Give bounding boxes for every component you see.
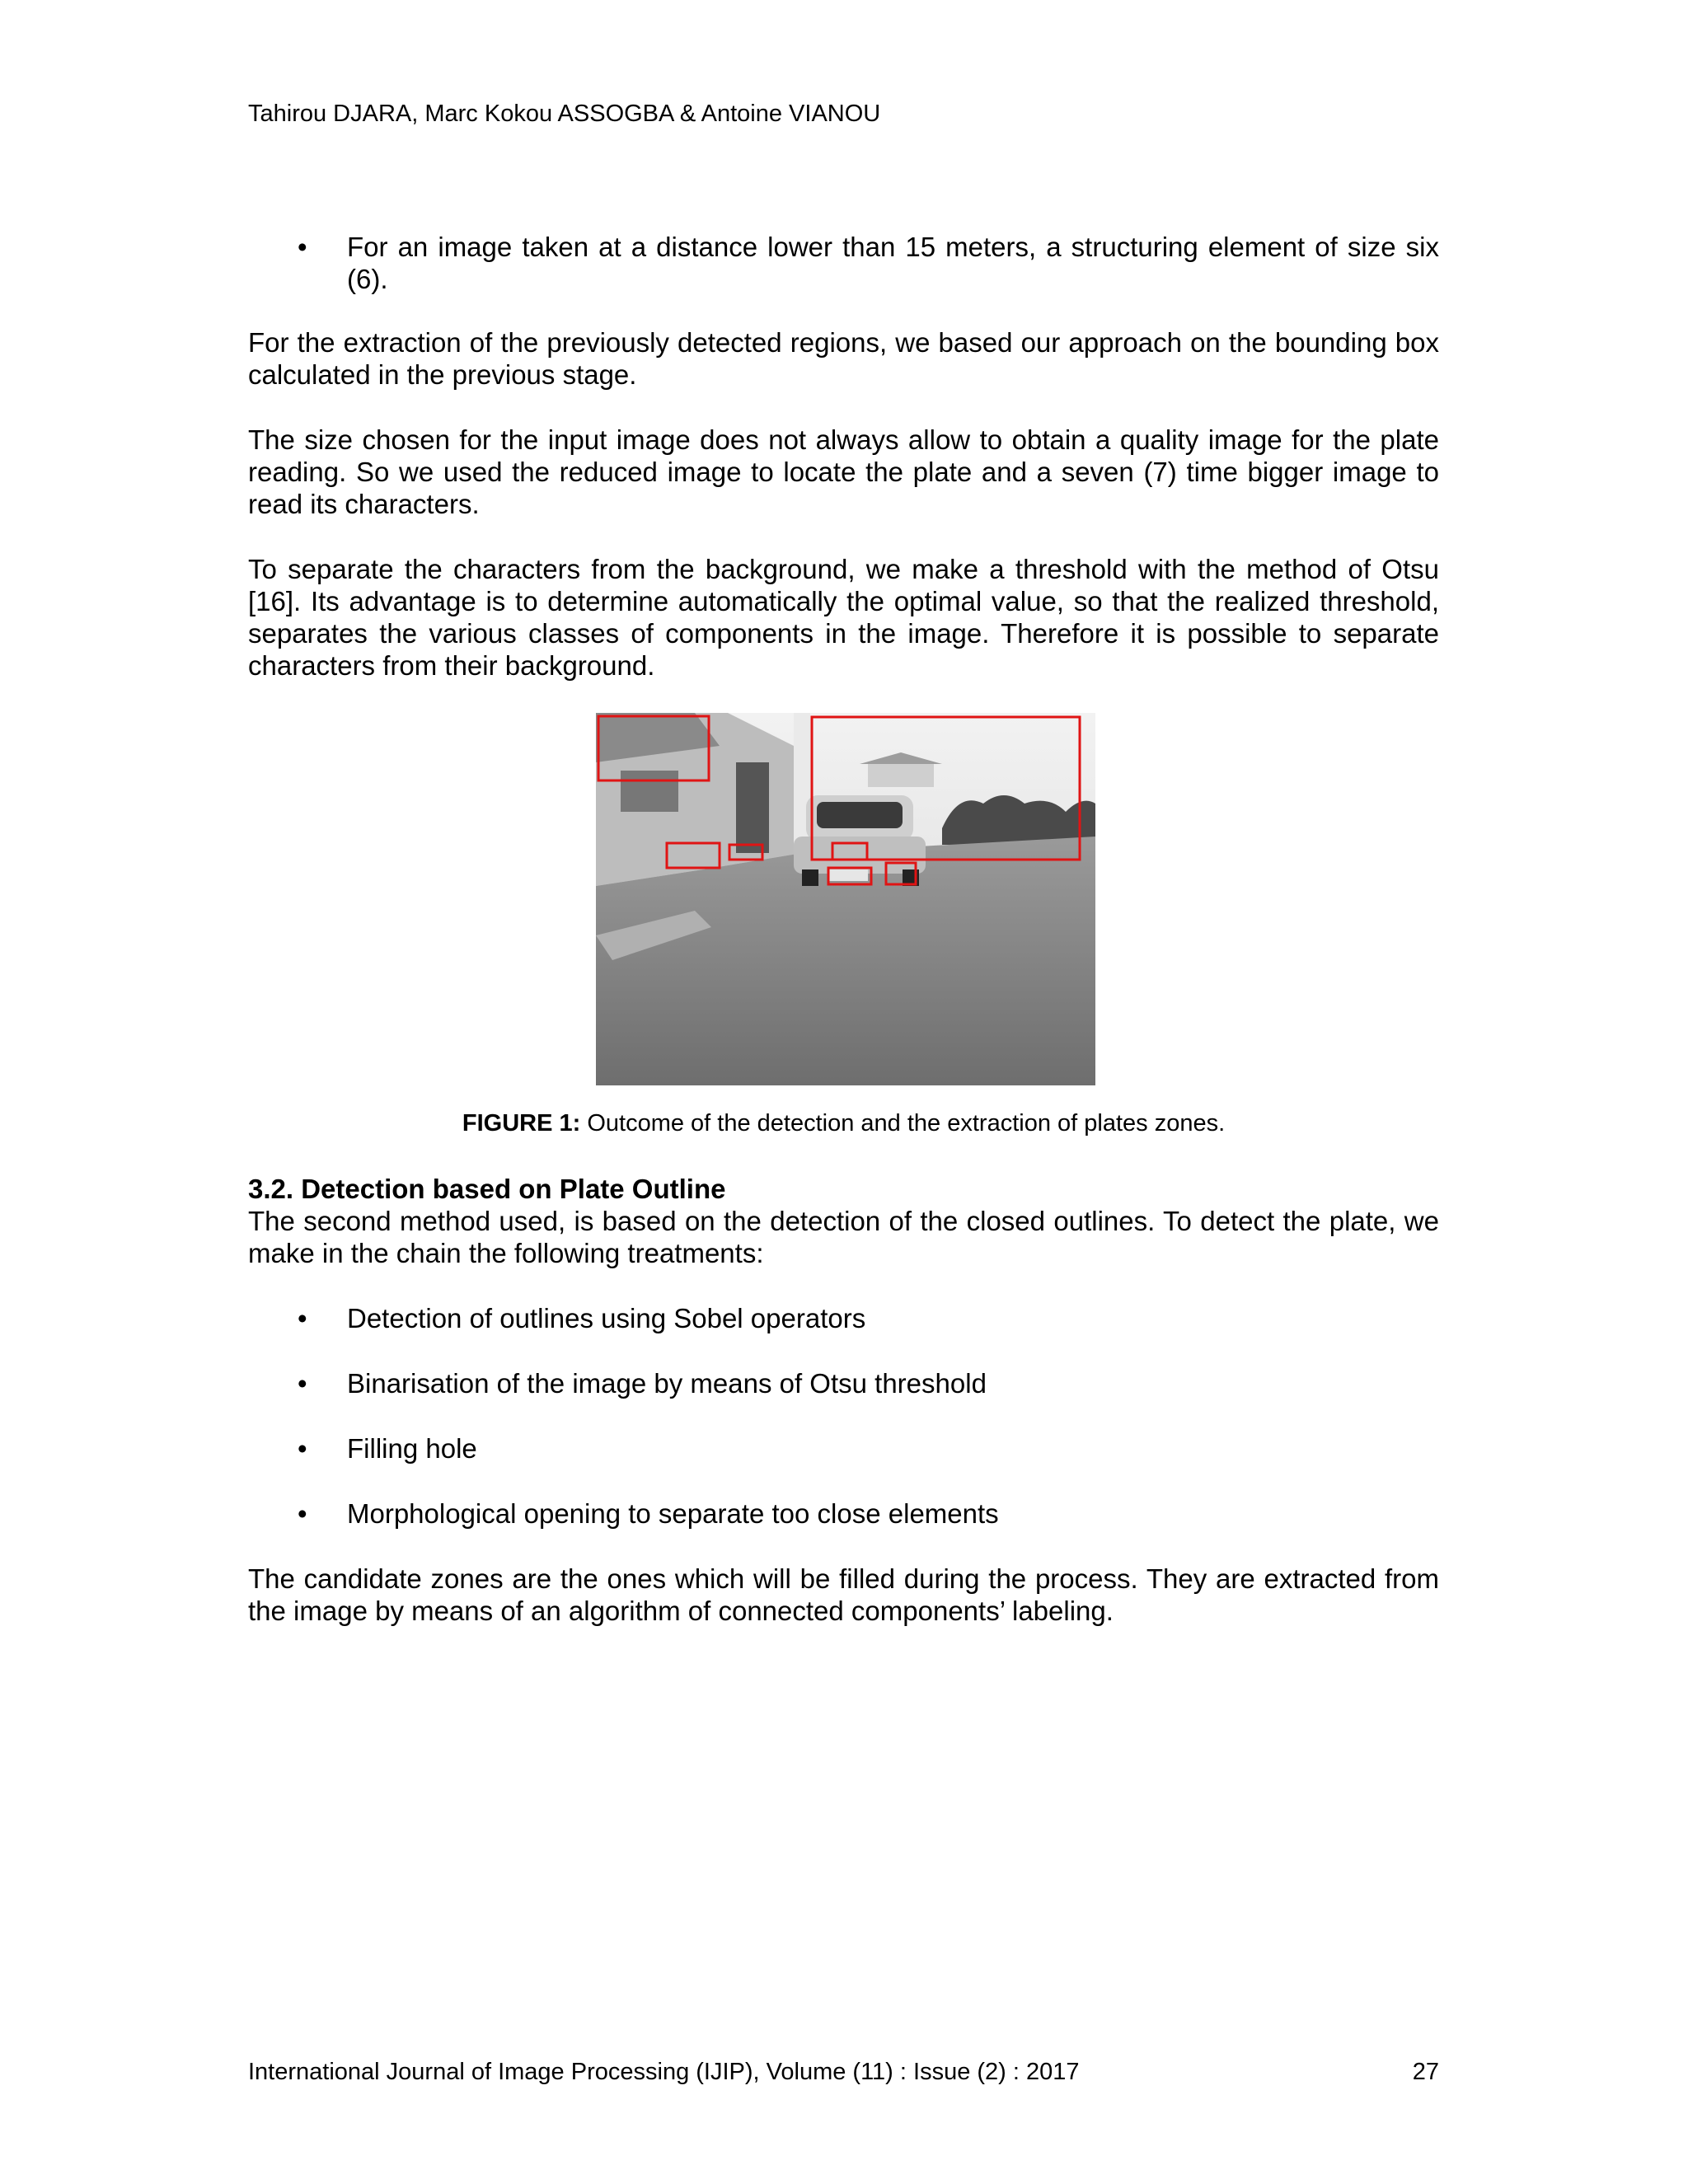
- list-item-text: Morphological opening to separate too close elements: [347, 1498, 999, 1529]
- paragraph-outline-method: The second method used, is based on the detection of the closed outlines. To detect the plate, we make in the chain the following treatments:: [248, 1206, 1439, 1268]
- detection-photo: [596, 713, 1095, 1085]
- figure-1: [248, 713, 1439, 1140]
- paragraph-candidate-zones: The candidate zones are the ones which will be filled during the process. They are extracted from the image by means of an algorithm of connected components’ labeling.: [248, 1563, 1439, 1626]
- page-content: [248, 231, 1439, 1627]
- bullet-dot: •: [298, 232, 307, 262]
- bullet-text: For an image taken at a distance lower than 15 meters, a structuring element of size six (6).: [347, 232, 1439, 294]
- page-footer: [248, 2055, 1439, 2088]
- bullet-dot: •: [298, 1433, 307, 1464]
- list-item: [248, 1367, 1439, 1399]
- list-item: [248, 1302, 1439, 1334]
- list-item-text: Filling hole: [347, 1433, 477, 1464]
- footer-journal: International Journal of Image Processing (IJIP), Volume (11) : Issue (2) : 2017: [248, 2059, 1080, 2085]
- list-item-text: Binarisation of the image by means of Otsu threshold: [347, 1368, 987, 1399]
- page-number: 27: [1412, 2059, 1439, 2085]
- bullet-item: [248, 231, 1439, 295]
- list-item: [248, 1432, 1439, 1465]
- paragraph-otsu: To separate the characters from the background, we make a threshold with the method of Otsu [16]. Its advantage is to determine automatically the optimal value, so that the realized threshold, separates the various classes of components in the image. Therefore it is possible to separate characters from their background.: [248, 554, 1439, 681]
- bullet-dot: •: [298, 1303, 307, 1333]
- list-item: [248, 1497, 1439, 1530]
- bullet-dot: •: [298, 1498, 307, 1529]
- running-header: Tahirou DJARA, Marc Kokou ASSOGBA & Antoine VIANOU: [248, 101, 881, 127]
- figure-label: FIGURE 1:: [462, 1110, 581, 1137]
- paragraph-input-size: The size chosen for the input image does not always allow to obtain a quality image for the plate reading. So we used the reduced image to locate the plate and a seven (7) time bigger image to read its characters.: [248, 424, 1439, 519]
- figure-caption-text: Outcome of the detection and the extraction of plates zones.: [587, 1110, 1226, 1137]
- list-item-text: Detection of outlines using Sobel operators: [347, 1303, 866, 1333]
- section-heading: 3.2. Detection based on Plate Outline: [248, 1174, 726, 1204]
- paragraph-bounding-box: For the extraction of the previously detected regions, we based our approach on the bounding box calculated in the previous stage.: [248, 327, 1439, 390]
- figure-caption: [248, 1107, 1439, 1140]
- bullet-dot: •: [298, 1368, 307, 1399]
